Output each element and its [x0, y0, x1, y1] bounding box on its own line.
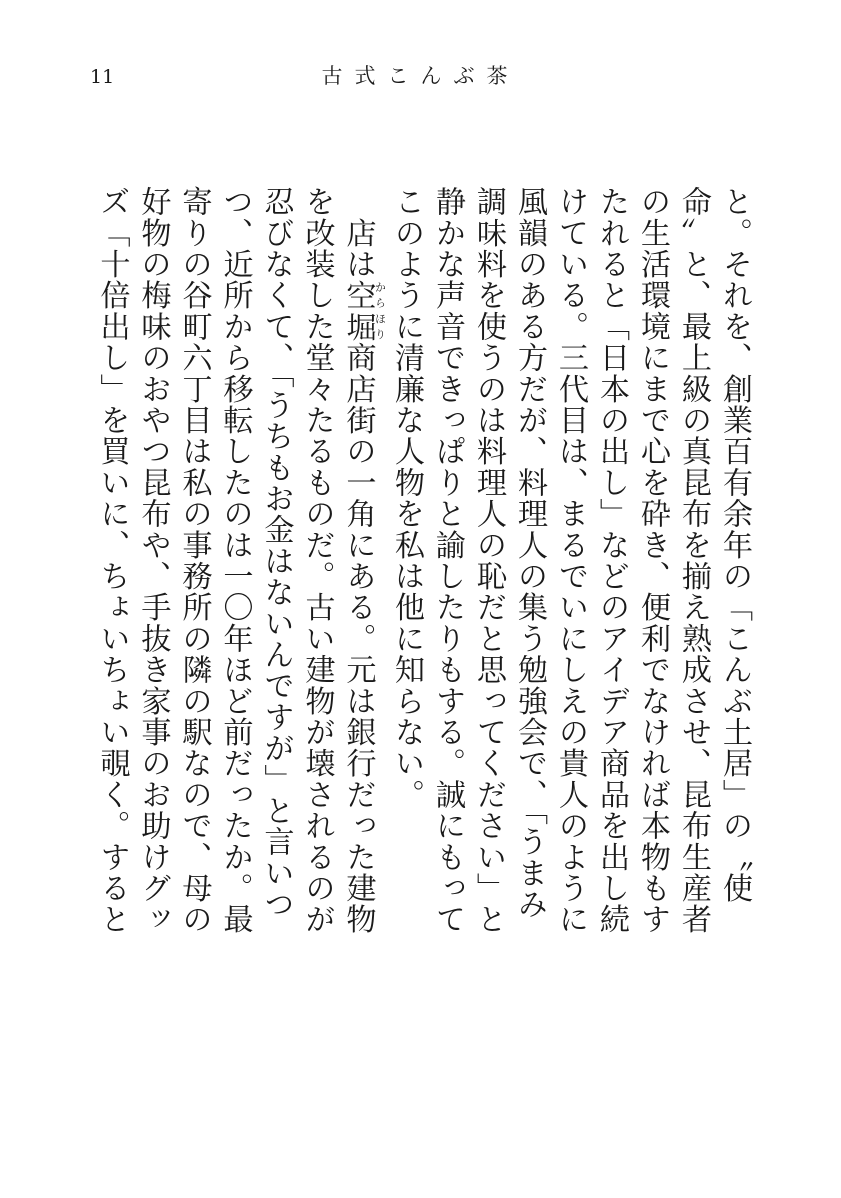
text-column: を改装した堂々たるものだ。古い建物が壊されるのが — [299, 186, 335, 935]
text-column: 静かな声音できっぱりと諭したりもする。誠にもって — [430, 186, 465, 935]
text-column-with-ruby — [338, 186, 387, 935]
text-column: 忍びなくて、「うちもお金はないんですが」と言いつ — [258, 186, 294, 920]
ruby-base: 空堀 — [340, 279, 376, 343]
text-column: ズ「十倍出し」を買いに、ちょいちょい覗く。すると — [94, 186, 130, 935]
text-column: つ、近所から移転したのは一〇年ほど前だったか。最 — [217, 186, 253, 935]
text-column: たれると「日本の出し」などのアイデア商品を出し続 — [594, 186, 629, 935]
ruby-annotation — [340, 279, 387, 343]
text-column: 命〟と、最上級の真昆布を揃え熟成させ、昆布生産者 — [676, 186, 711, 935]
text-column: 風韻のある方だが、料理人の集う勉強会で、「うまみ — [512, 186, 547, 920]
text-column: の生活環境にまで心を砕き、便利でなければ本物もす — [635, 186, 670, 935]
text-column: 寄りの谷町六丁目は私の事務所の隣の駅なので、母の — [176, 186, 212, 935]
text-column: と。それを、創業百有余年の「こんぶ土居」の〝使 — [717, 186, 752, 904]
page-number: 11 — [90, 66, 115, 88]
column-prefix: 店は — [340, 186, 376, 280]
text-column: 好物の梅味のおやつ昆布や、手抜き家事のお助けグッ — [135, 186, 171, 935]
ruby-reading: からほり — [373, 279, 387, 343]
column-suffix: 商店街の一角にある。元は銀行だった建物 — [340, 342, 376, 935]
body-text — [92, 186, 756, 935]
text-column: 調味料を使うのは料理人の恥だと思ってください」と — [471, 186, 506, 935]
text-column: けている。三代目は、まるでいにしえの貴人のように — [553, 186, 588, 935]
running-head: 古式こんぶ茶 — [321, 64, 520, 88]
text-column: このように清廉な人物を私は他に知らない。 — [389, 186, 424, 810]
